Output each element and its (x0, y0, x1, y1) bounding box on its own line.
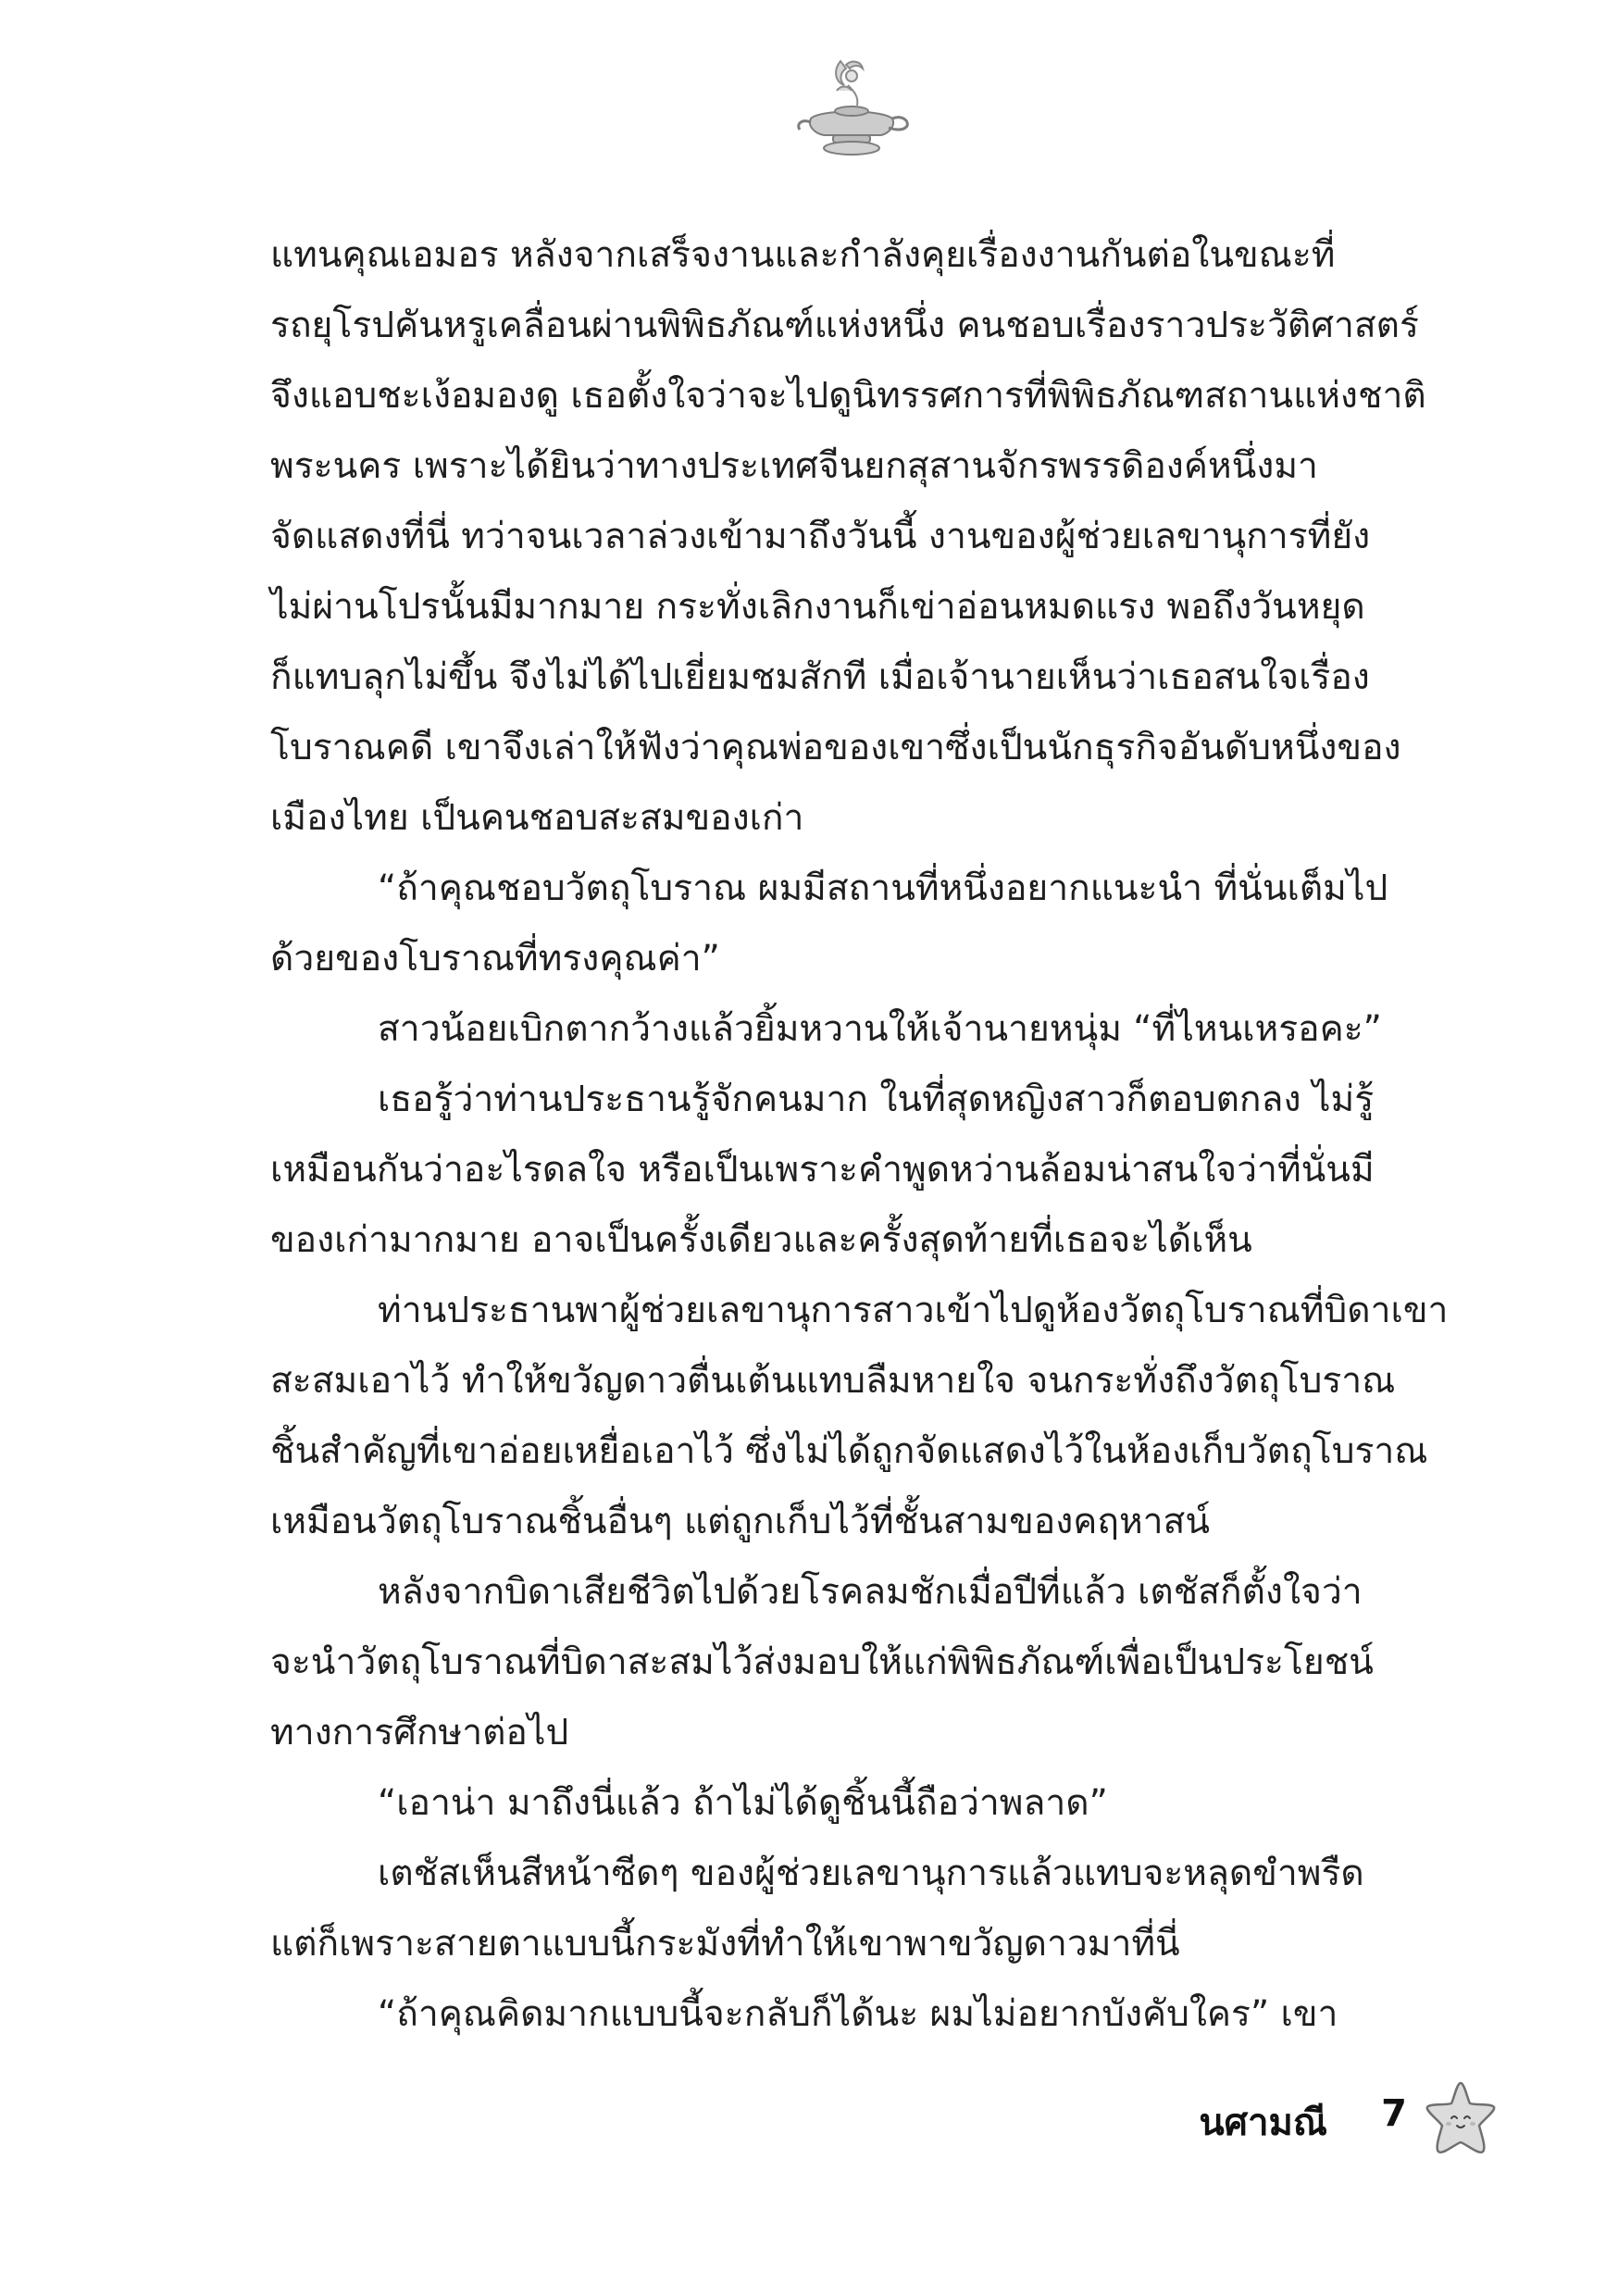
star-mascot-icon (1422, 2079, 1500, 2157)
text-line: ทางการศึกษาต่อไป (270, 1712, 569, 1753)
text-line: สาวน้อยเบิกตากว้างแล้วยิ้มหวานให้เจ้านายหนุ่ม “ที่ไหนเหรอคะ” (378, 1008, 1382, 1050)
page-number: 7 (1381, 2092, 1407, 2135)
text-line: จัดแสดงที่นี่ ทว่าจนเวลาล่วงเข้ามาถึงวันนี้ งานของผู้ช่วยเลขานุการที่ยัง (270, 516, 1371, 557)
text-line: “ถ้าคุณชอบวัตถุโบราณ ผมมีสถานที่หนึ่งอยากแนะนำ ที่นั่นเต็มไป (378, 867, 1388, 909)
text-line: เธอรู้ว่าท่านประธานรู้จักคนมาก ในที่สุดหญิงสาวก็ตอบตกลง ไม่รู้ (378, 1079, 1375, 1120)
text-line: ของเก่ามากมาย อาจเป็นครั้งเดียวและครั้งสุดท้ายที่เธอจะได้เห็น (270, 1219, 1252, 1261)
text-line: เหมือนวัตถุโบราณชิ้นอื่นๆ แต่ถูกเก็บไว้ที่ชั้นสามของคฤหาสน์ (270, 1501, 1211, 1542)
text-line: เตชัสเห็นสีหน้าซีดๆ ของผู้ช่วยเลขานุการแล้วแทบจะหลุดขำพรืด (378, 1853, 1364, 1894)
story-text (270, 220, 1466, 2050)
genie-lamp-icon (792, 54, 913, 165)
text-line: โบราณคดี เขาจึงเล่าให้ฟังว่าคุณพ่อของเขาซึ่งเป็นนักธุรกิจอันดับหนึ่งของ (270, 727, 1401, 768)
page-footer (1111, 2079, 1518, 2163)
author-name: นศามณี (1199, 2102, 1327, 2144)
text-line: สะสมเอาไว้ ทำให้ขวัญดาวตื่นเต้นแทบลืมหายใจ จนกระทั่งถึงวัตถุโบราณ (270, 1360, 1396, 1402)
text-line: จะนำวัตถุโบราณที่บิดาสะสมไว้ส่งมอบให้แก่พิพิธภัณฑ์เพื่อเป็นประโยชน์ (270, 1641, 1374, 1683)
text-line: รถยุโรปคันหรูเคลื่อนผ่านพิพิธภัณฑ์แห่งหนึ่ง คนชอบเรื่องราวประวัติศาสตร์ (270, 305, 1419, 346)
text-line: เมืองไทย เป็นคนชอบสะสมของเก่า (270, 797, 804, 839)
text-line: เหมือนกันว่าอะไรดลใจ หรือเป็นเพราะคำพูดหว่านล้อมน่าสนใจว่าที่นั่นมี (270, 1149, 1375, 1191)
text-line: แทนคุณเอมอร หลังจากเสร็จงานและกำลังคุยเรื่องงานกันต่อในขณะที่ (270, 234, 1336, 276)
text-line: “ถ้าคุณคิดมากแบบนี้จะกลับก็ได้นะ ผมไม่อยากบังคับใคร” เขา (378, 1993, 1338, 2035)
text-line: พระนคร เพราะได้ยินว่าทางประเทศจีนยกสุสานจักรพรรดิองค์หนึ่งมา (270, 445, 1318, 487)
text-line: ท่านประธานพาผู้ช่วยเลขานุการสาวเข้าไปดูห้องวัตถุโบราณที่บิดาเขา (378, 1290, 1449, 1331)
text-line: จึงแอบชะเง้อมองดู เธอตั้งใจว่าจะไปดูนิทรรศการที่พิพิธภัณฑสถานแห่งชาติ (270, 375, 1426, 417)
text-line: “เอาน่า มาถึงนี่แล้ว ถ้าไม่ได้ดูชิ้นนี้ถือว่าพลาด” (378, 1782, 1108, 1824)
text-line: ไม่ผ่านโปรนั้นมีมากมาย กระทั่งเลิกงานก็เข่าอ่อนหมดแรง พอถึงวันหยุด (270, 586, 1365, 628)
text-line: ก็แทบลุกไม่ขึ้น จึงไม่ได้ไปเยี่ยมชมสักที เมื่อเจ้านายเห็นว่าเธอสนใจเรื่อง (270, 656, 1370, 698)
text-line: หลังจากบิดาเสียชีวิตไปด้วยโรคลมชักเมื่อปีที่แล้ว เตชัสก็ตั้งใจว่า (378, 1571, 1363, 1613)
text-line: แต่ก็เพราะสายตาแบบนี้กระมังที่ทำให้เขาพาขวัญดาวมาที่นี่ (270, 1923, 1180, 1965)
text-line: ชิ้นสำคัญที่เขาอ่อยเหยื่อเอาไว้ ซึ่งไม่ได้ถูกจัดแสดงไว้ในห้องเก็บวัตถุโบราณ (270, 1430, 1428, 1472)
text-line: ด้วยของโบราณที่ทรงคุณค่า” (270, 938, 720, 980)
